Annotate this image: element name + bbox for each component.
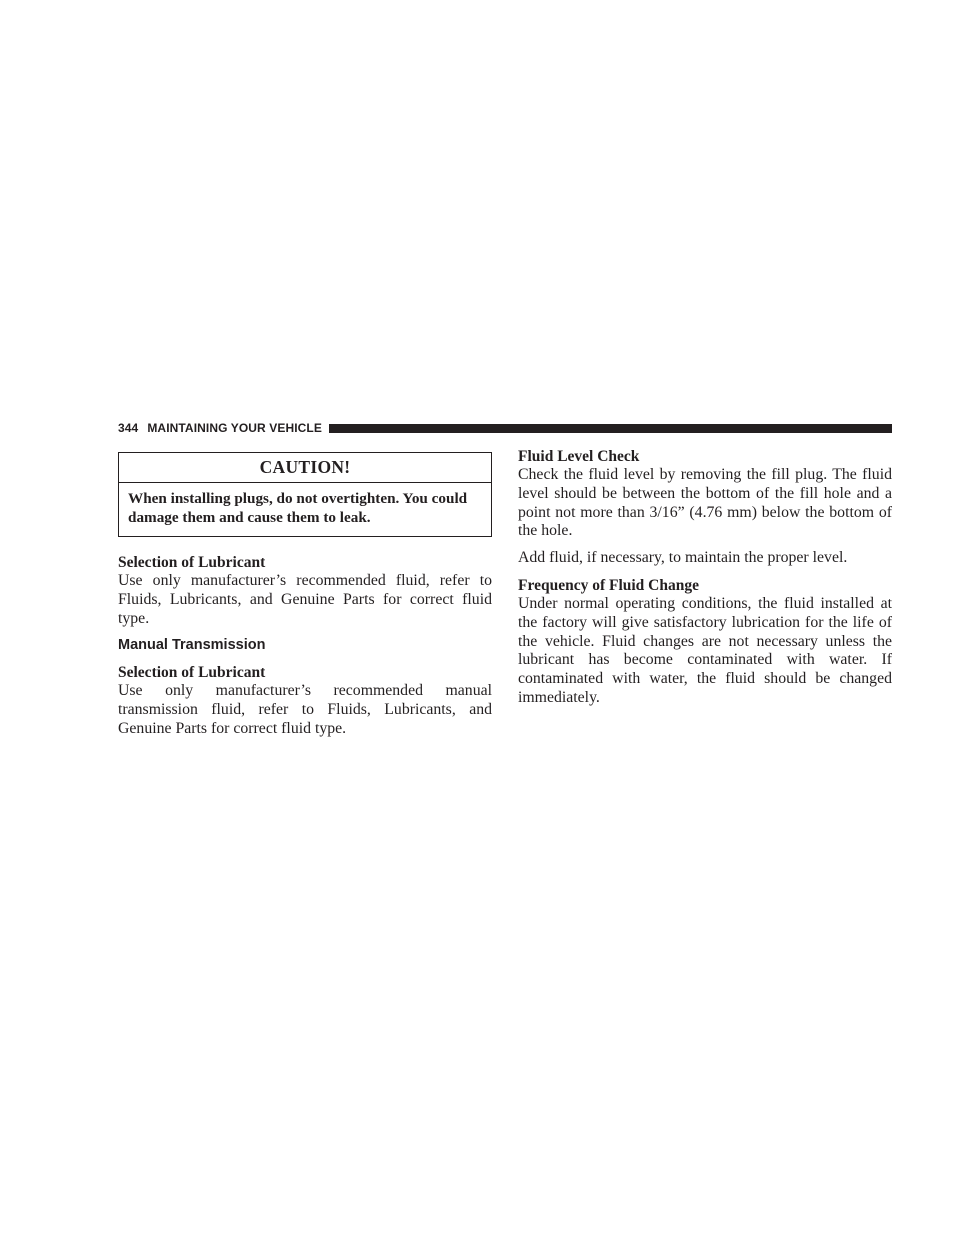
subheading-frequency-of-fluid-change: Frequency of Fluid Change bbox=[518, 576, 699, 594]
paragraph-add-fluid: Add fluid, if necessary, to maintain the proper level. bbox=[518, 549, 848, 567]
caution-text: When installing plugs, do not overtighten. You could damage them and cause them to leak. bbox=[128, 490, 468, 526]
caution-box bbox=[118, 452, 492, 537]
paragraph-fluid-level-check: Check the fluid level by removing the fill plug. The fluid level should be between the bottom of the fill hole and a point not more than 3/16” (4.76 mm) below the bottom of the hole. bbox=[518, 466, 892, 540]
subheading-selection-of-lubricant: Selection of Lubricant bbox=[118, 554, 266, 571]
subheading-fluid-level-check: Fluid Level Check bbox=[518, 448, 640, 465]
right-column bbox=[518, 447, 892, 708]
paragraph-frequency-of-fluid-change: Under normal operating conditions, the fluid installed at the factory will give satisfactory lubrication for the life of the vehicle. Fluid changes are not necessary unless the lubricant has become contaminated with water. If contaminated with water, the fluid should be changed immediately. bbox=[518, 594, 892, 706]
page-number: 344 bbox=[118, 421, 139, 435]
caution-title: CAUTION! bbox=[119, 453, 491, 483]
paragraph-lubricant-fluid: Use only manufacturer’s recommended fluid, refer to Fluids, Lubricants, and Genuine Parts for correct fluid type. bbox=[118, 572, 492, 627]
page-header bbox=[118, 420, 892, 436]
paragraph-manual-transmission-fluid: Use only manufacturer’s recommended manual transmission fluid, refer to Fluids, Lubricants, and Genuine Parts for correct fluid type. bbox=[118, 682, 492, 737]
section-heading-manual-transmission: Manual Transmission bbox=[118, 637, 266, 654]
header-rule bbox=[329, 424, 892, 433]
left-column bbox=[118, 452, 492, 739]
subheading-selection-of-lubricant-manual: Selection of Lubricant bbox=[118, 664, 266, 682]
section-title: MAINTAINING YOUR VEHICLE bbox=[147, 421, 322, 435]
